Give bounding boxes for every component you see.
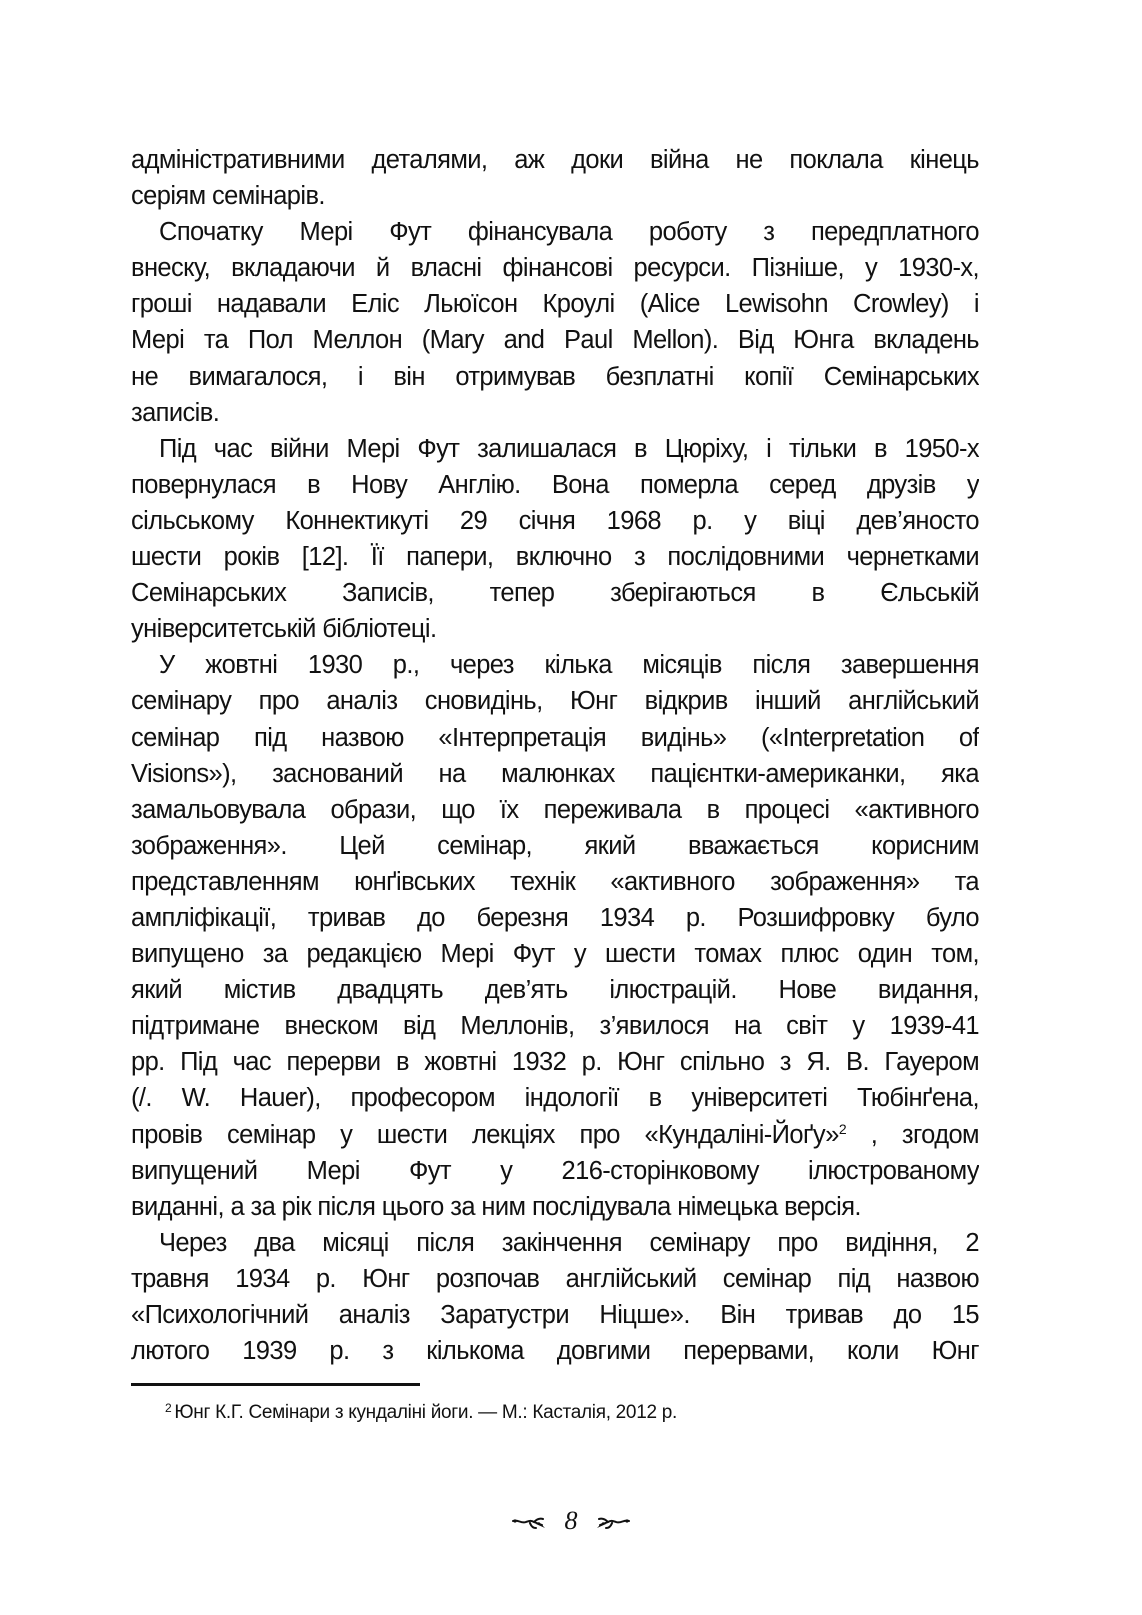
text-line-content: «Психологічний аналіз Заратустри Ніцше». Він тривав до 15 [131,1301,979,1329]
text-line-content: повернулася в Нову Англію. Вона померла серед друзів у [131,470,979,499]
footnote-reference[interactable]: 2 [838,1120,847,1137]
text-line-content: семінар під назвою «Інтерпретація видінь» («Interpretation of [131,723,979,752]
text-line-content: ампліфікації, тривав до березня 1934 р. Розшифровку було [131,903,979,932]
text-line [131,214,979,250]
text-line-content: замальовувала образи, що їх переживала в процесі «активного [131,795,979,824]
text-line [131,756,979,792]
text-line [131,1261,979,1297]
text-line-content: внеску, вкладаючи й власні фінансові ресурси. Пізніше, у 1930-х, [131,254,979,283]
text-line-content: рр. Під час перерви в жовтні 1932 р. Юнг спільно з Я. В. Гауером [131,1048,979,1077]
footnote-marker: 2 [165,1401,172,1415]
text-line [131,972,979,1008]
text-line-content: який містив двадцять дев’ять ілюстрацій. Нове видання, [131,976,979,1005]
text-line [131,359,979,395]
text-line [131,683,979,719]
page-number: 8 [564,1506,578,1535]
text-line [131,395,979,431]
footnote-separator [131,1383,420,1386]
text-line-content: виданні, а за рік після цього за ним послідувала німецька версія. [131,1192,861,1221]
text-line-content: шести років [12]. Її папери, включно з послідовними чернетками [131,543,979,572]
text-line [131,503,979,539]
text-line-content: Спочатку Мері Фут фінансувала роботу з передплатного [159,218,979,247]
text-line-content: У жовтні 1930 р., через кілька місяців після завершення [159,651,979,680]
text-line [131,467,979,503]
text-line [131,1225,979,1261]
text-line [131,647,979,683]
footnote-text: Юнг К.Г. Семінари з кундаліні йоги. — М.: Касталія, 2012 р. [174,1402,677,1423]
text-line-content: травня 1934 р. Юнг розпочав англійський семінар під назвою [131,1264,979,1293]
text-line-content: записів. [131,398,220,427]
text-line [131,611,979,647]
text-line-content: університетській бібліотеці. [131,615,437,644]
text-line [131,250,979,286]
text-line [131,936,979,972]
text-line [131,828,979,864]
fleuron-right-icon [594,1516,630,1530]
text-line-content: серіям семінарів. [131,182,325,211]
text-line [131,1080,979,1116]
text-line-content: Семінарських Записів, тепер зберігаються в Єльській [131,579,979,608]
text-line-content: представленням юнґівських технік «активного зображення» та [131,867,979,896]
text-line [131,1297,979,1333]
text-line [131,720,979,756]
text-line [131,322,979,358]
body-text [131,142,979,1369]
text-line [131,900,979,936]
text-line-content: , згодом [846,1120,979,1149]
text-line-content: Через два місяці після закінчення семінару про видіння, 2 [159,1228,979,1257]
text-line-content: (/. W. Hauer), професором індології в університеті Тюбінґена, [131,1084,979,1113]
text-line-content: зображення». Цей семінар, який вважається корисним [131,831,979,860]
text-line-content: Мері та Пол Меллон (Mary and Paul Mellon). Від Юнга вкладень [131,326,979,355]
text-line [131,792,979,828]
text-line [131,1333,979,1369]
text-line-content: семінару про аналіз сновидінь, Юнг відкрив інший англійський [131,687,979,716]
fleuron-left-icon [512,1516,548,1530]
text-line [131,539,979,575]
text-line-content: Під час війни Мері Фут залишалася в Цюріху, і тільки в 1950-х [159,434,979,463]
text-line-content: Visions»), заснований на малюнках пацієнтки-американки, яка [131,759,979,788]
text-line-content: випущено за редакцією Мері Фут у шести томах плюс один том, [131,940,979,969]
text-line-content: випущений Мері Фут у 216-сторінковому ілюстрованому [131,1156,979,1185]
text-line-content: адміністративними деталями, аж доки війна не поклала кінець [131,146,979,174]
text-line [131,1008,979,1044]
text-line-content: сільському Коннектикуті 29 січня 1968 р. у віці дев’яносто [131,506,979,535]
text-line-content: провів семінар у шести лекціях про «Кундаліні-Йоґу» [131,1120,839,1149]
text-line [131,286,979,322]
text-line [131,178,979,214]
footnote [165,1400,965,1426]
text-line [131,575,979,611]
text-line [131,1044,979,1080]
text-line [131,1189,979,1225]
text-line-content: лютого 1939 р. з кількома довгими перервами, коли Юнг [131,1337,979,1366]
text-line-content: не вимагалося, і він отримував безплатні копії Семінарських [131,362,979,391]
text-line [131,1153,979,1189]
text-line [131,142,979,178]
text-line-content: підтримане внеском від Меллонів, з’явилося на світ у 1939-41 [131,1012,979,1041]
page-footer [0,1503,1142,1539]
text-line [131,431,979,467]
text-line [131,1117,979,1153]
text-line-content: гроші надавали Еліс Льюїсон Кроулі (Alice Lewisohn Crowley) і [131,290,979,319]
text-line [131,864,979,900]
